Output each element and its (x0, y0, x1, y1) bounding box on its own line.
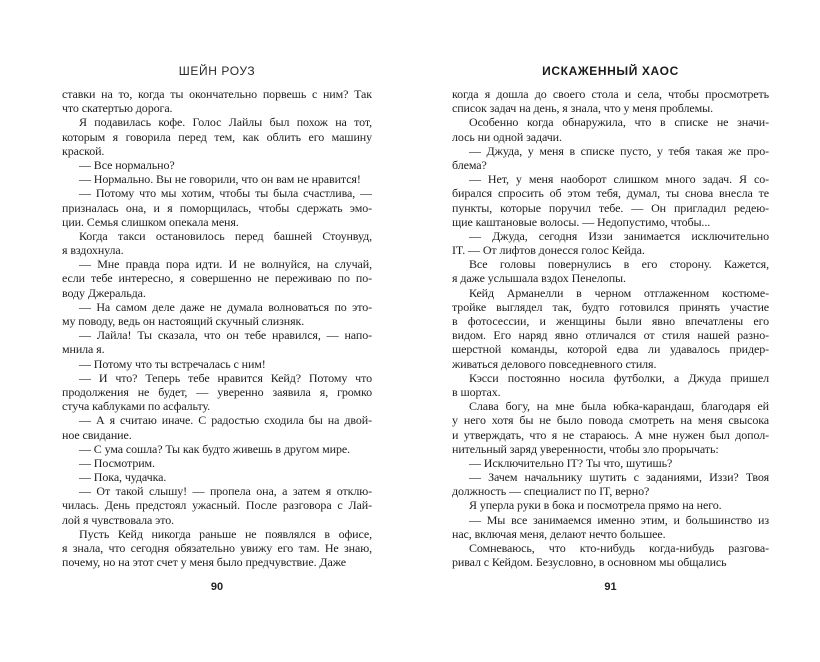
text-line: стуча каблуками по асфальту. (62, 399, 211, 414)
text-line: Когда такси остановилось перед башней Стоунвуд, (79, 228, 372, 243)
text-line: шерстной команды, которой едва ли удавалось придер- (452, 342, 769, 357)
text-line: Все головы повернулись в его сторону. Кажется, (469, 257, 769, 272)
text-line: которым я говорила перед тем, как облить его машину (62, 129, 372, 144)
paragraph (452, 541, 769, 569)
text-line: — Нормально. Вы не говорили, что он вам не нравится! (79, 172, 361, 187)
text-line: — И что? Теперь тебе нравится Кейд? Потому что (79, 370, 372, 385)
text-line: Я подавилась кофе. Голос Лайлы был похож на тот, (79, 115, 372, 130)
text-line: у него хотя бы не было повода смотреть на меня свысока (452, 413, 769, 428)
text-line: — Потому что ты встречалась с ним! (79, 356, 266, 371)
text-line: лось ни одной задачи. (452, 129, 562, 144)
text-line: должность — специалист по IT, верно? (452, 484, 650, 499)
text-line: краской. (62, 143, 105, 158)
text-line: ривал с Кейдом. Безусловно, в основном мы общались (452, 555, 727, 570)
paragraph (62, 527, 372, 570)
text-line: Слава богу, на мне была юбка-карандаш, благодаря ей (469, 399, 769, 414)
text-line: — Мы все занимаемся именно этим, и большинство из (469, 512, 769, 527)
text-line: призналась она, и я поморщилась, чтобы сдержать эмо- (62, 200, 372, 215)
paragraph (452, 144, 769, 172)
paragraph (452, 87, 769, 115)
page-body-left (62, 87, 372, 569)
text-line: — Потому что мы хотим, чтобы ты была счастлива, — (79, 186, 372, 201)
text-line: нас, включая меня, делают нечто большее. (452, 526, 666, 541)
paragraph (452, 456, 769, 470)
paragraph (62, 229, 372, 257)
paragraph (452, 286, 769, 371)
paragraph (452, 371, 769, 399)
text-line: чилась. День предстоял ужасный. После разговора с Лай- (62, 498, 372, 513)
text-line: Кейд Арманелли в черном отглаженном костюме- (469, 285, 769, 300)
text-line: — Нет, у меня наоборот слишком много задач. Я со- (469, 172, 769, 187)
running-head-left: ШЕЙН РОУЗ (178, 64, 256, 78)
text-line: Сомневаюсь, что кто-нибудь когда-нибудь разгова- (469, 541, 769, 555)
text-line: — Все нормально? (79, 157, 175, 172)
paragraph (62, 413, 372, 441)
text-line: живаться делового повседневного стиля. (452, 356, 657, 371)
page-left (62, 0, 372, 662)
text-line: — Зачем начальнику шутить с заданиями, Иззи? Твоя (469, 470, 769, 485)
text-line: — Лайла! Ты сказала, что он тебе нравился, — напо- (79, 328, 372, 343)
text-line: Я уперла руки в бока и посмотрела прямо на него. (469, 498, 722, 513)
text-line: IT. — От лифтов донесся голос Кейда. (452, 243, 645, 258)
text-line: — Пока, чудачка. (79, 470, 167, 485)
text-line: — А я считаю иначе. С радостью сходила бы на двой- (79, 413, 372, 428)
page-number-right: 91 (604, 581, 617, 593)
text-line: и утверждать, что я не стараюсь. А мне нужен был допол- (452, 427, 769, 442)
paragraph (452, 257, 769, 285)
paragraph (62, 470, 372, 484)
text-line: бирался спросить об этом тебя, думал, ты снова внесла те (452, 186, 769, 201)
paragraph (62, 300, 372, 328)
text-line: блема? (452, 157, 487, 172)
text-line: — С ума сошла? Ты как будто живешь в другом мире. (79, 441, 350, 456)
paragraph (62, 328, 372, 356)
paragraph (62, 456, 372, 470)
paragraph (452, 229, 769, 257)
paragraph (452, 399, 769, 456)
page-body-right (452, 87, 769, 569)
text-line: Особенно когда обнаружила, что в списке не значи- (469, 115, 769, 130)
paragraph (452, 470, 769, 498)
text-line: му поводу, ведь он настоящий скучный слизняк. (62, 314, 305, 328)
text-line: мнила я. (62, 342, 105, 357)
paragraph (62, 186, 372, 229)
text-line: список задач на день, я знала, что у меня проблемы. (452, 101, 713, 116)
text-line: в шортах. (452, 384, 501, 399)
page-number-left: 90 (210, 581, 224, 593)
paragraph (62, 442, 372, 456)
paragraph (452, 115, 769, 143)
text-line: — Исключительно IT? Ты что, шутишь? (469, 455, 673, 470)
text-line: я даже услышала вздох Пенелопы. (452, 271, 626, 286)
text-line: если тебе интересно, я совершенно не переживаю по по- (62, 271, 372, 286)
text-line: — Джуда, сегодня Иззи занимается исключительно (469, 228, 769, 243)
text-line: Пусть Кейд никогда раньше не появлялся в офисе, (79, 526, 372, 541)
paragraph (62, 484, 372, 527)
text-line: что скатертью дорога. (62, 101, 173, 116)
text-line: лой я чувствовала это. (62, 512, 175, 527)
text-line: щие каштановые волосы. — Недопустимо, чтобы... (452, 214, 711, 229)
text-line: я вздохнула. (62, 243, 124, 258)
text-line: почему, но на этот счет у меня было предчувствие. Даже (62, 555, 346, 570)
page-right (452, 0, 769, 662)
paragraph (452, 172, 769, 229)
paragraph (452, 513, 769, 541)
paragraph (62, 357, 372, 371)
text-line: Кэсси постоянно носила футболки, а Джуда пришел (469, 370, 769, 385)
paragraph (62, 87, 372, 115)
paragraph (452, 498, 769, 512)
text-line: когда я дошла до своего стола и села, чтобы просмотреть (452, 87, 769, 101)
text-line: — Посмотрим. (79, 455, 155, 470)
text-line: пункты, которые поручил тебе. — Он пригладил редею- (452, 200, 769, 215)
paragraph (62, 172, 372, 186)
text-line: ное свидание. (62, 427, 132, 442)
paragraph (62, 115, 372, 158)
text-line: ставки на то, когда ты окончательно порвешь с ним? Так (62, 87, 372, 101)
text-line: воду Джеральда. (62, 285, 146, 300)
paragraph (62, 158, 372, 172)
text-line: видом. Его наряд явно отличался от стиля нашей разно- (452, 328, 769, 343)
text-line: нительный заряд уверенности, чтобы зло прорычать: (452, 441, 719, 456)
text-line: я знала, что сегодня обязательно увижу его там. Не знаю, (62, 541, 372, 555)
text-line: — Мне правда пора идти. И не волнуйся, на случай, (79, 257, 372, 272)
text-line: ции. Семья слишком опекала меня. (62, 214, 239, 229)
text-line: продолжения не будет, — уверенно заявила я, громко (62, 384, 372, 399)
paragraph (62, 257, 372, 300)
paragraph (62, 371, 372, 414)
text-line: тройке выглядел так, будто готовился принять участие (452, 299, 769, 314)
text-line: в фотосессии, и женщины были явно впечатлены его (452, 314, 769, 328)
text-line: — От такой слышу! — пропела она, а затем я отклю- (79, 484, 372, 499)
text-line: — Джуда, у меня в списке пусто, у тебя такая же про- (469, 143, 769, 158)
text-line: — На самом деле даже не думала волноваться по это- (79, 299, 372, 314)
running-head-right: ИСКАЖЕННЫЙ ХАОС (542, 64, 679, 78)
